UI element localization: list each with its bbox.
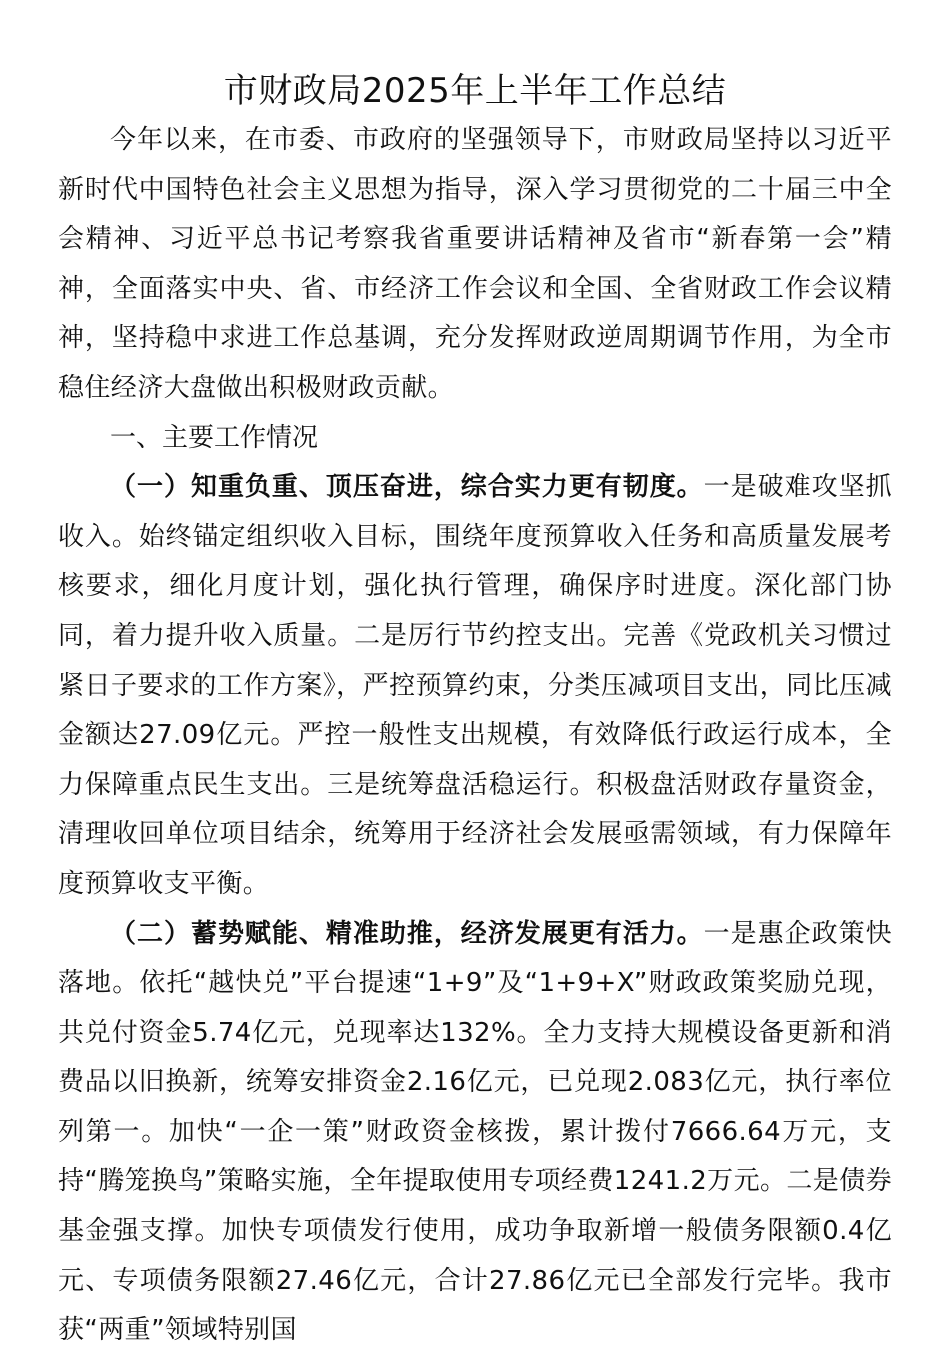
item-two-paragraph bbox=[58, 910, 892, 1356]
item-two-heading: （二）蓄势赋能、精准助推，经济发展更有活力。 bbox=[110, 918, 704, 949]
document-page bbox=[58, 66, 892, 1356]
item-one-body: 一是破难攻坚抓收入。始终锚定组织收入目标，围绕年度预算收入任务和高质量发展考核要求，细化月度计划，强化执行管理，确保序时进度。深化部门协同，着力提升收入质量。二是厉行节约控支出。完善《党政机关习惯过紧日子要求的工作方案》，严控预算约束，分类压减项目支出，同比压减金额达27.09亿元。严控一般性支出规模，有效降低行政运行成本，全力保障重点民生支出。三是统筹盘活稳运行。积极盘活财政存量资金，清理收回单位项目结余，统筹用于经济社会发展亟需领域，有力保障年度预算收支平衡。 bbox=[58, 472, 892, 899]
document-title: 市财政局2025年上半年工作总结 bbox=[223, 71, 727, 111]
item-one-heading: （一）知重负重、顶压奋进，综合实力更有韧度。 bbox=[110, 472, 704, 503]
item-one-paragraph bbox=[58, 463, 892, 909]
item-two-body: 一是惠企政策快落地。依托“越快兑”平台提速“1+9”及“1+9+X”财政政策奖励兑现，共兑付资金5.74亿元，兑现率达132%。全力支持大规模设备更新和消费品以旧换新，统筹安排资金2.16亿元，已兑现2.083亿元，执行率位列第一。加快“一企一策”财政资金核拨，累计拨付7666.64万元，支持“腾笼换鸟”策略实施，全年提取使用专项经费1241.2万元。二是债券基金强支撑。加快专项债发行使用，成功争取新增一般债务限额0.4亿元、专项债务限额27.46亿元，合计27.86亿元已全部发行完毕。我市获“两重”领域特别国 bbox=[58, 918, 892, 1346]
intro-paragraph: 今年以来，在市委、市政府的坚强领导下，市财政局坚持以习近平新时代中国特色社会主义思想为指导，深入学习贯彻党的二十届三中全会精神、习近平总书记考察我省重要讲话精神及省市“新春第一会”精神，全面落实中央、省、市经济工作会议和全国、全省财政工作会议精神，坚持稳中求进工作总基调，充分发挥财政逆周期调节作用，为全市稳住经济大盘做出积极财政贡献。 bbox=[58, 125, 892, 403]
section-heading-main-work: 一、主要工作情况 bbox=[110, 422, 319, 453]
